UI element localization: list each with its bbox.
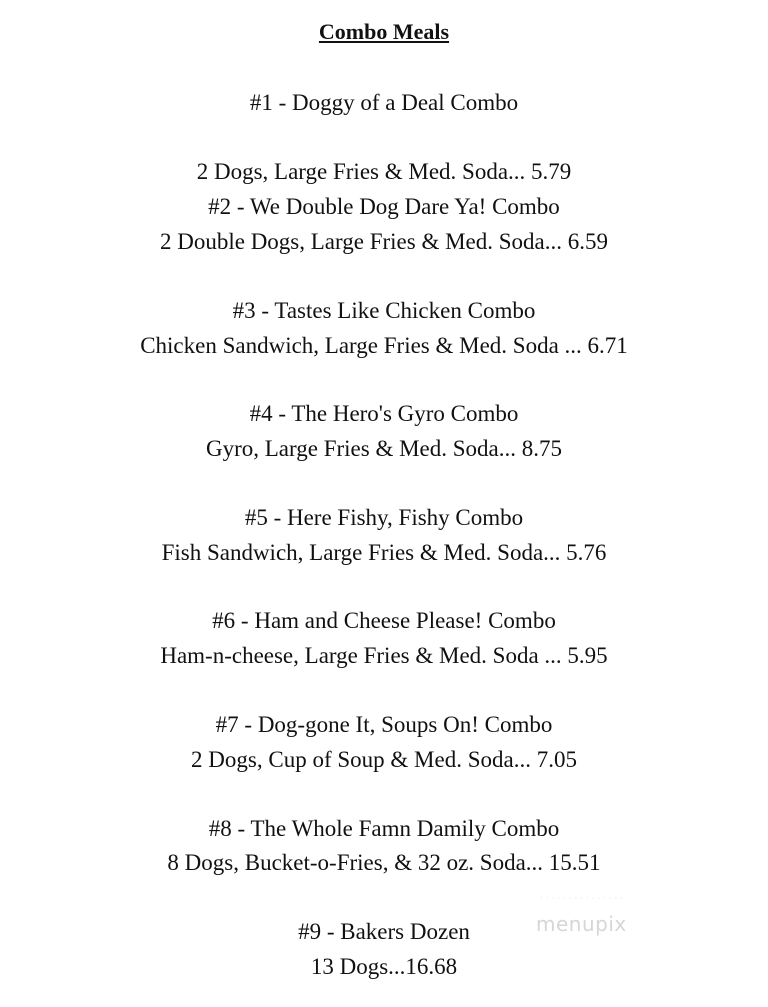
- combo-4-desc: Gyro, Large Fries & Med. Soda... 8.75: [205, 436, 563, 461]
- combo-6-desc: Ham-n-cheese, Large Fries & Med. Soda ... 5.95: [160, 643, 608, 668]
- combo-1-name: #1 - Doggy of a Deal Combo: [249, 90, 519, 115]
- combo-7-name: #7 - Dog-gone It, Soups On! Combo: [215, 712, 553, 737]
- watermark-logo: menupix: [536, 912, 627, 936]
- combo-2-desc: 2 Double Dogs, Large Fries & Med. Soda... 6.59: [159, 229, 609, 254]
- combo-1-desc: 2 Dogs, Large Fries & Med. Soda... 5.79: [196, 159, 572, 184]
- page-title: Combo Meals: [318, 19, 450, 44]
- combo-9-name: #9 - Bakers Dozen: [298, 919, 470, 944]
- combo-7-desc: 2 Dogs, Cup of Soup & Med. Soda... 7.05: [191, 747, 577, 772]
- combo-8-desc: 8 Dogs, Bucket-o-Fries, & 32 oz. Soda... 15.51: [167, 850, 601, 875]
- combo-9-desc: 13 Dogs...16.68: [310, 954, 458, 979]
- combo-3-name: #3 - Tastes Like Chicken Combo: [232, 298, 536, 323]
- combo-3-desc: Chicken Sandwich, Large Fries & Med. Soda ... 6.71: [140, 333, 628, 358]
- watermark-dots: · · · · · · · · · · · · · · ·: [540, 894, 623, 904]
- combo-5-desc: Fish Sandwich, Large Fries & Med. Soda... 5.76: [161, 540, 607, 565]
- combo-6-name: #6 - Ham and Cheese Please! Combo: [212, 608, 556, 633]
- combo-8-name: #8 - The Whole Famn Damily Combo: [208, 816, 560, 841]
- combo-4-name: #4 - The Hero's Gyro Combo: [249, 401, 519, 426]
- combo-2-name: #2 - We Double Dog Dare Ya! Combo: [208, 194, 560, 219]
- combo-5-name: #5 - Here Fishy, Fishy Combo: [244, 505, 524, 530]
